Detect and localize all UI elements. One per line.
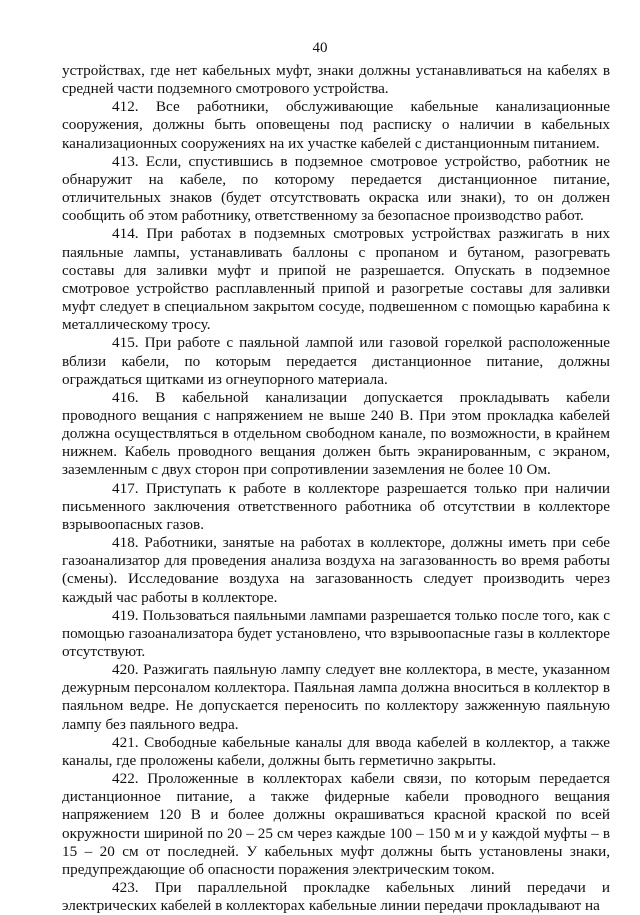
paragraph-420: 420. Разжигать паяльную лампу следует вне коллектора, в месте, указанном дежурным персоналом коллектора. Паяльная лампа должна вноситься в коллектор в паяльном ведре. Не допускается переносить по коллектору зажженную паяльную лампу без паяльного ведра. [62, 661, 610, 733]
paragraph-421: 421. Свободные кабельные каналы для ввода кабелей в коллектор, а также каналы, где проложены кабели, должны быть герметично закрыты. [62, 733, 610, 769]
paragraph-418: 418. Работники, занятые на работах в коллекторе, должны иметь при себе газоанализатор для проведения анализа воздуха на загазованность во время работы (смены). Исследование воздуха на загазованность следует производить через каждый час работы в коллекторе. [62, 534, 610, 606]
document-body [62, 62, 610, 915]
paragraph-422: 422. Проложенные в коллекторах кабели связи, по которым передается дистанционное питание, а также фидерные кабели проводного вещания напряжением 120 В и более должны окрашиваться красной краской по всей окружности шириной по 20 – 25 см через каждые 100 – 150 м и у каждой муфты – в 15 – 20 см от последней. У кабельных муфт должны быть установлены знаки, предупреждающие об опасности поражения электрическим током. [62, 770, 610, 878]
paragraph-414: 414. При работах в подземных смотровых устройствах разжигать в них паяльные лампы, устанавливать баллоны с пропаном и бутаном, разогревать составы для заливки муфт и припой не разрешается. Опускать в подземное смотровое устройство расплавленный припой и разогретые составы для заливки муфт следует в специальном закрытом сосуде, подвешенном с помощью карабина к металлическому тросу. [62, 225, 610, 334]
paragraph-415: 415. При работе с паяльной лампой или газовой горелкой расположенные вблизи кабели, по которым передается дистанционное питание, должны ограждаться щитками из огнеупорного материала. [62, 334, 610, 388]
paragraph-412: 412. Все работники, обслуживающие кабельные канализационные сооружения, должны быть оповещены под расписку о наличии в кабельных канализационных сооружениях на их участке кабелей с дистанционным питанием. [62, 98, 610, 152]
page-number: 40 [312, 40, 328, 56]
paragraph-413: 413. Если, спустившись в подземное смотровое устройство, работник не обнаружит на кабеле, по которому передается дистанционное питание, отличительных знаков (будет отсутствовать окраска или знаки), то он должен сообщить об этом работнику, ответственному за безопасное производство работ. [62, 152, 610, 225]
paragraph-continuation: устройствах, где нет кабельных муфт, знаки должны устанавливаться на кабелях в средней части подземного смотрового устройства. [62, 62, 610, 98]
paragraph-419: 419. Пользоваться паяльными лампами разрешается только после того, как с помощью газоанализатора будет установлено, что взрывоопасные газы в коллекторе отсутствуют. [62, 606, 610, 660]
paragraph-417: 417. Приступать к работе в коллекторе разрешается только при наличии письменного заключения ответственного работника об отсутствии в коллекторе взрывоопасных газов. [62, 479, 610, 533]
paragraph-416: 416. В кабельной канализации допускается прокладывать кабели проводного вещания с напряжением не выше 240 В. При этом прокладка кабелей должна осуществляться в отдельном свободном канале, по возможности, в крайнем нижнем. Кабель проводного вещания должен быть экранированным, с экраном, заземленным с двух сторон при сопротивлении заземления не более 10 Ом. [62, 388, 610, 479]
paragraph-423: 423. При параллельной прокладке кабельных линий передачи и электрических кабелей в коллекторах кабельные линии передачи прокладывают на [62, 879, 610, 915]
